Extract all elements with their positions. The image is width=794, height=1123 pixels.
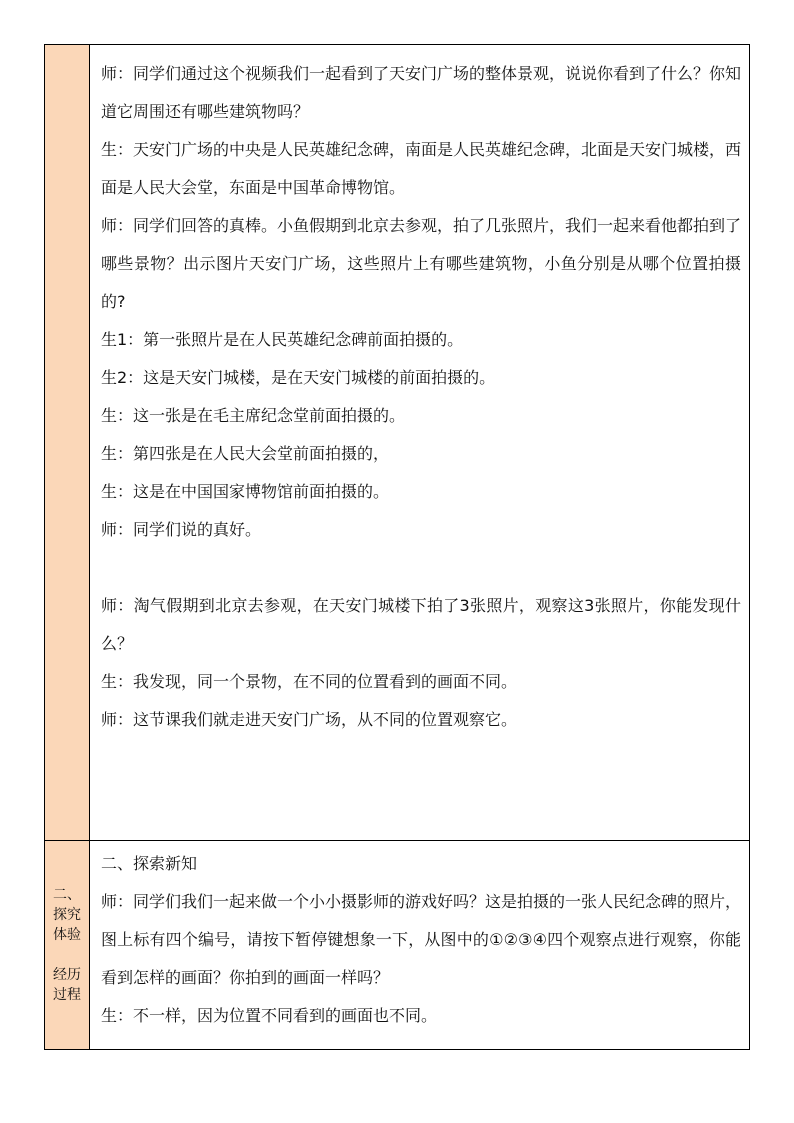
dialogue-line: 生：这是在中国国家博物馆前面拍摄的。 (101, 482, 390, 501)
dialogue-line: 师：同学们回答的真棒。小鱼假期到北京去参观，拍了几张照片，我们一起来看他都拍到了哪些景物？出示图片天安门广场，这些照片上有哪些建筑物，小鱼分别是从哪个位置拍摄的? (101, 216, 742, 311)
dialogue-line: 生：我发现，同一个景物，在不同的位置看到的画面不同。 (101, 672, 518, 691)
dialogue-line: 生：第四张是在人民大会堂前面拍摄的， (101, 444, 390, 463)
stage-label-line: 二、 (53, 887, 81, 903)
dialogue-line: 师：淘气假期到北京去参观，在天安门城楼下拍了3张照片，观察这3张照片，你能发现什么？ (101, 596, 741, 653)
stage-label-cell (45, 841, 90, 1050)
stage-label-cell (45, 45, 90, 841)
stage-label-line: 经历 (53, 967, 81, 983)
stage-label-line: 过程 (53, 987, 81, 1003)
dialogue-line: 师：同学们我们一起来做一个小小摄影师的游戏好吗？这是拍摄的一张人民纪念碑的照片，图上标有四个编号，请按下暂停键想象一下，从图中的①②③④四个观察点进行观察，你能看到怎样的画面？你拍到的画面一样吗？ (101, 892, 742, 987)
blank-line (101, 549, 741, 587)
stage-label (45, 841, 89, 1005)
dialogue-line: 师：同学们通过这个视频我们一起看到了天安门广场的整体景观，说说你看到了什么？你知道它周围还有哪些建筑物吗？ (101, 64, 742, 121)
content-cell (90, 841, 750, 1050)
stage-label-line: 探究 (53, 907, 81, 923)
dialogue-line: 生2：这是天安门城楼，是在天安门城楼的前面拍摄的。 (101, 368, 496, 387)
content-cell (90, 45, 750, 841)
dialogue-line: 师：这节课我们就走进天安门广场，从不同的位置观察它。 (101, 710, 518, 729)
table-row (45, 45, 750, 841)
section-heading: 二、探索新知 (101, 854, 198, 873)
stage-label-line: 体验 (53, 927, 81, 943)
lesson-table (44, 44, 750, 1050)
table-row (45, 841, 750, 1050)
dialogue-line: 生：天安门广场的中央是人民英雄纪念碑，南面是人民英雄纪念碑，北面是天安门城楼，西面是人民大会堂，东面是中国革命博物馆。 (101, 140, 742, 197)
dialogue-line: 生：这一张是在毛主席纪念堂前面拍摄的。 (101, 406, 406, 425)
dialogue-line: 生：不一样，因为位置不同看到的画面也不同。 (101, 1006, 438, 1025)
dialogue-line: 师：同学们说的真好。 (101, 520, 262, 539)
dialogue-line: 生1：第一张照片是在人民英雄纪念碑前面拍摄的。 (101, 330, 464, 349)
